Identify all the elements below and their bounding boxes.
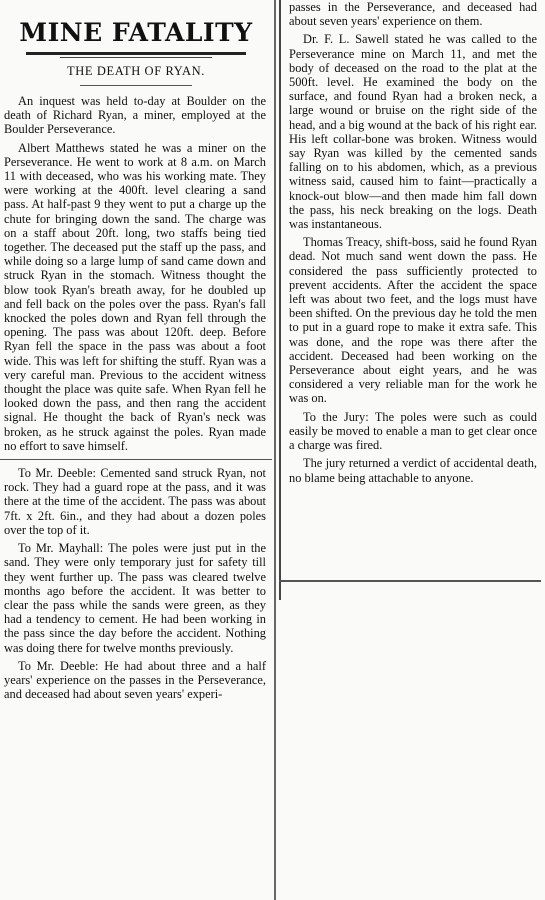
column-divider [274,0,276,900]
article-column-1 [0,0,272,900]
article-column-2 [279,0,543,600]
paragraph: An inquest was held to-day at Boulder on the death of Richard Ryan, a miner, employed at the Boulder Perseverance. [4,94,266,137]
paragraph: To Mr. Deeble: He had about three and a half years' experience on the passes in the Perseverance, and deceased had about seven years' experi- [4,658,266,702]
subheadline-rule [80,85,192,86]
paragraph: Dr. F. L. Sawell stated he was called to the Perseverance mine on March 11, and met the body of deceased on the road to the plat at the 500ft. level. He examined the body on the surface, and found Ryan had a broken neck, a large wound or bruise on the right side of the head, and a big wound at the back of his right ear. His left collar-bone was broken. Witness would say Ryan was killed by the cemented sands falling on to his abdomen, which, as a previous witness said, caused him to faint—practically a knock-out blow—and then made him fall down the pass, his neck breaking on the logs. Death was instantaneous. [289,32,537,232]
headline: MINE FATALITY [19,18,253,47]
paragraph: To Mr. Mayhall: The poles were just put in the sand. They were only temporary just for safety till they went further up. The pass was cleared twelve months ago before the accident. It was better to clear the pass while the sands were green, as they had a tendency to cement. He had been working in the pass since the day before the accident. Nothing was doing there for twelve months previously. [4,541,266,655]
paragraph: To the Jury: The poles were such as could easily be moved to enable a man to get clear once a charge was fired. [289,409,537,453]
paragraph: Thomas Treacy, shift-boss, said he found Ryan dead. Not much sand went down the pass. He considered the pass sufficiently protected to prevent accidents. After the accident the space left was about two feet, and the logs must have been shifted. On the previous day he told the men to put in a guard rope to make it extra safe. This was done, and the rope was there after the accident. Deceased had been working on the Perseverance about eight years, and he was considered a very reliable man for the work he was on. [289,235,537,406]
section-rule [0,459,272,460]
end-rule [279,580,541,582]
paragraph: To Mr. Deeble: Cemented sand struck Ryan, not rock. They had a guard rope at the pass, and it was there at the time of the accident. The pass was about 7ft. x 2ft. 6in., and they had about a dozen poles over the top of it. [4,466,266,537]
headline-rule-thin [60,57,212,58]
headline-rule [26,52,246,55]
subheadline: THE DEATH OF RYAN. [67,64,205,78]
paragraph: Albert Matthews stated he was a miner on the Perseverance. He went to work at 8 a.m. on March 11 with deceased, who was his working mate. They were working at the 400ft. level clearing a sand pass. At half-past 9 they went to put a charge up the chute for bringing down the sand. The charge was on a staff about 20ft. long, two staffs being tied together. The deceased put the staff up the pass, and while doing so a large lump of sand came down and struck Ryan in the stomach. Witness thought the blow took Ryan's breath away, for he doubled up and fell back on the poles over the pass. Ryan's fall knocked the poles down and Ryan fell through the opening. The pass was about 120ft. deep. Before Ryan fell the space in the pass was about a foot wide. This was left for shifting the stuff. Ryan was a very careful man. Previous to the accident witness thought the place was quite safe. When Ryan fell he looked down the pass, and then rang the accident signal. He thought the back of Ryan's neck was broken, as he struck against the poles. Ryan made no effort to save himself. [4,140,266,453]
paragraph: The jury returned a verdict of accidental death, no blame being attachable to anyone. [289,456,537,485]
paragraph: passes in the Perseverance, and deceased had about seven years' experience on them. [289,0,537,29]
